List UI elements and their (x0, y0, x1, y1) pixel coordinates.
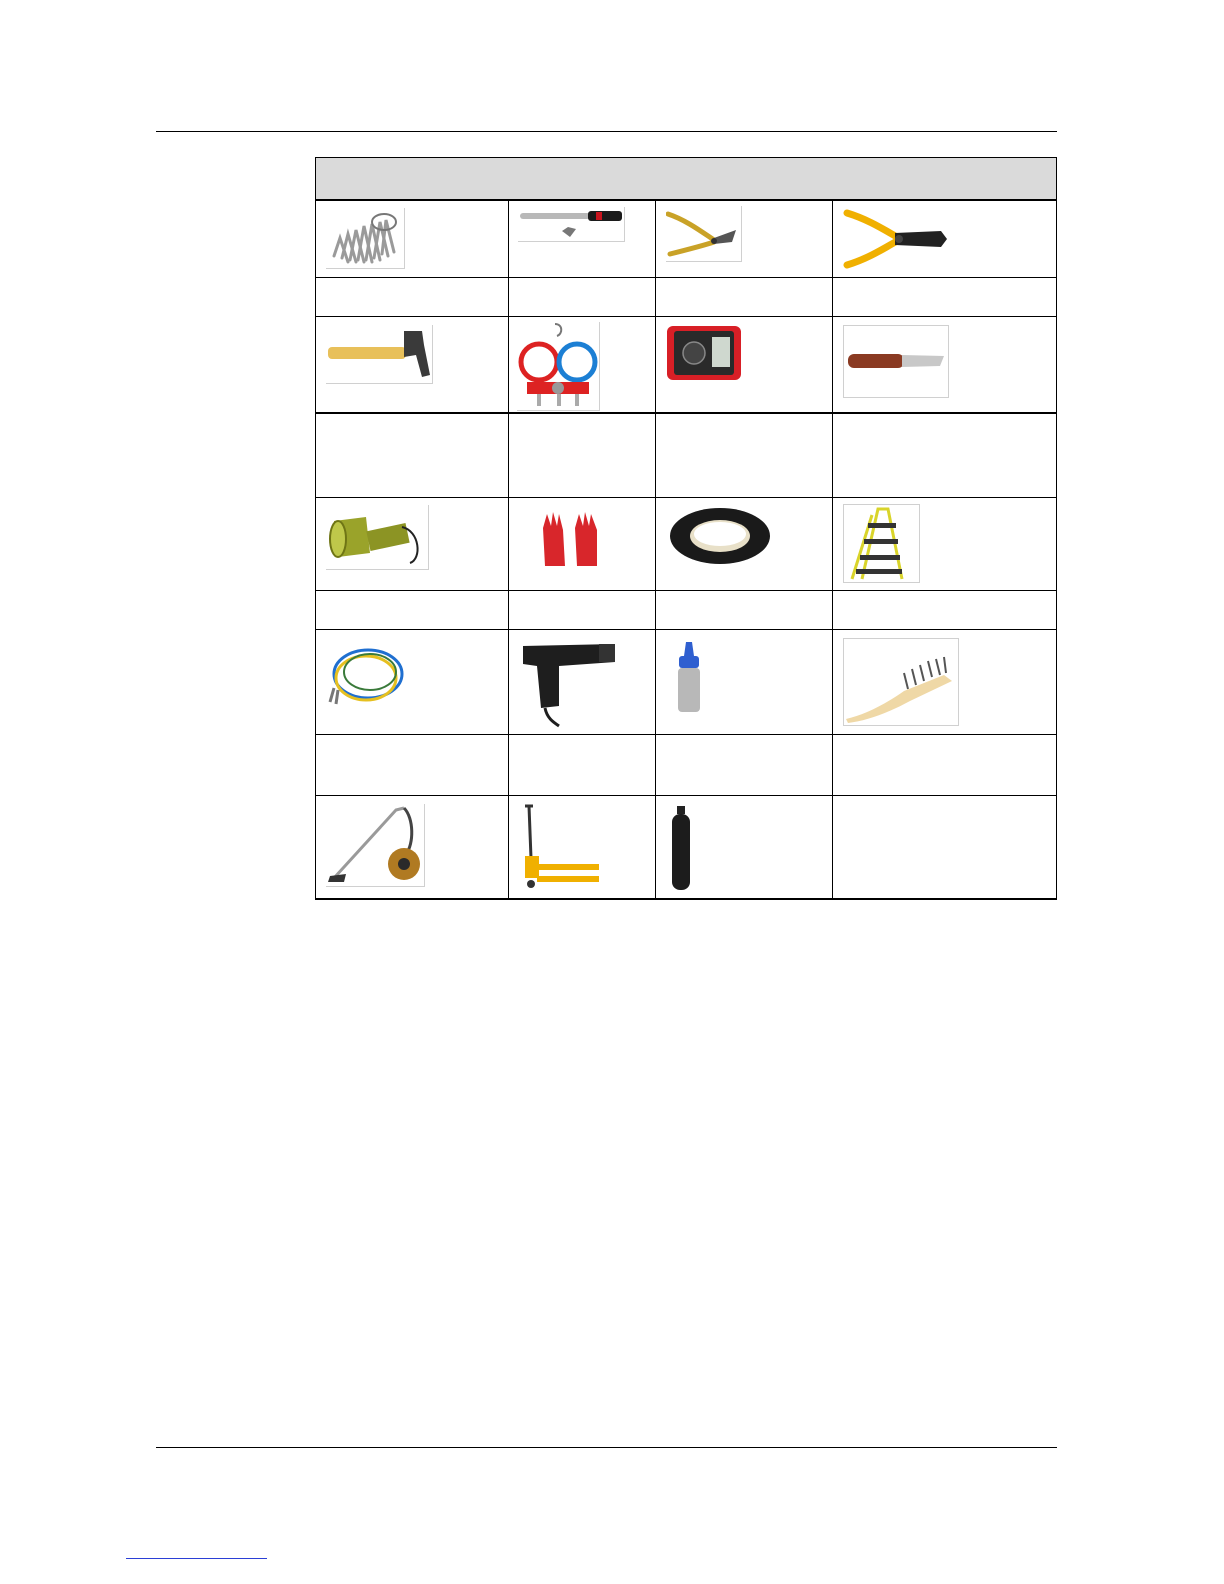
pallet-jack-icon (519, 804, 603, 890)
label-cell (509, 413, 656, 497)
wire-brush-icon (843, 638, 959, 726)
label-cell (833, 413, 1057, 497)
label-cell (656, 734, 833, 795)
table-row (316, 413, 1057, 497)
heat-gun-icon (519, 636, 619, 728)
electrician-knife-icon (843, 325, 949, 398)
multimeter-icon (666, 325, 742, 381)
cell-wire-stripper (833, 200, 1057, 277)
cell-diagonal-pliers (656, 200, 833, 277)
label-cell (656, 413, 833, 497)
label-cell (656, 277, 833, 316)
hex-key-set-icon (326, 208, 405, 269)
manifold-gauge-icon (517, 322, 600, 411)
footer-rule (156, 1447, 1057, 1448)
table-row (316, 277, 1057, 316)
charging-hoses-icon (326, 638, 408, 722)
footer-link-underline[interactable] (126, 1558, 267, 1559)
table-row (316, 795, 1057, 899)
cell-charging-hoses (316, 629, 509, 734)
label-cell (509, 734, 656, 795)
label-cell (509, 590, 656, 629)
label-cell (316, 734, 509, 795)
torque-wrench-icon (518, 207, 625, 242)
cell-step-ladder (833, 497, 1057, 590)
label-cell (833, 734, 1057, 795)
table-header (316, 158, 1057, 201)
cell-sealant-bottle (656, 629, 833, 734)
label-cell (833, 590, 1057, 629)
cell-pallet-jack (509, 795, 656, 899)
wire-stripper-icon (843, 207, 951, 269)
cell-insulated-gloves (509, 497, 656, 590)
table-row (316, 200, 1057, 277)
table-row (316, 629, 1057, 734)
sealant-bottle-icon (674, 640, 704, 714)
cell-insulating-tape (656, 497, 833, 590)
header-rule (156, 131, 1057, 132)
cell-torque-wrench (509, 200, 656, 277)
cell-flashlight (316, 497, 509, 590)
table-row (316, 590, 1057, 629)
insulated-gloves-icon (539, 508, 603, 570)
label-cell (833, 277, 1057, 316)
table-row (316, 734, 1057, 795)
label-cell (316, 590, 509, 629)
cell-manifold-gauge (509, 316, 656, 413)
claw-hammer-icon (326, 325, 433, 384)
label-cell (509, 277, 656, 316)
tools-table (315, 157, 1057, 900)
cell-empty (833, 795, 1057, 899)
cell-heat-gun (509, 629, 656, 734)
cell-hex-key-set (316, 200, 509, 277)
insulating-tape-icon (666, 504, 774, 566)
cell-vacuum-cleaner (316, 795, 509, 899)
label-cell (316, 413, 509, 497)
cell-electrician-knife (833, 316, 1057, 413)
vacuum-cleaner-icon (326, 804, 425, 887)
refrigerant-cylinder-icon (670, 804, 692, 892)
flashlight-icon (326, 505, 429, 570)
cell-refrigerant-cylinder (656, 795, 833, 899)
cell-multimeter (656, 316, 833, 413)
label-cell (316, 277, 509, 316)
cell-wire-brush (833, 629, 1057, 734)
table-row (316, 316, 1057, 413)
table-row (316, 497, 1057, 590)
label-cell (656, 590, 833, 629)
cell-claw-hammer (316, 316, 509, 413)
diagonal-pliers-icon (666, 206, 742, 262)
step-ladder-icon (843, 504, 920, 583)
